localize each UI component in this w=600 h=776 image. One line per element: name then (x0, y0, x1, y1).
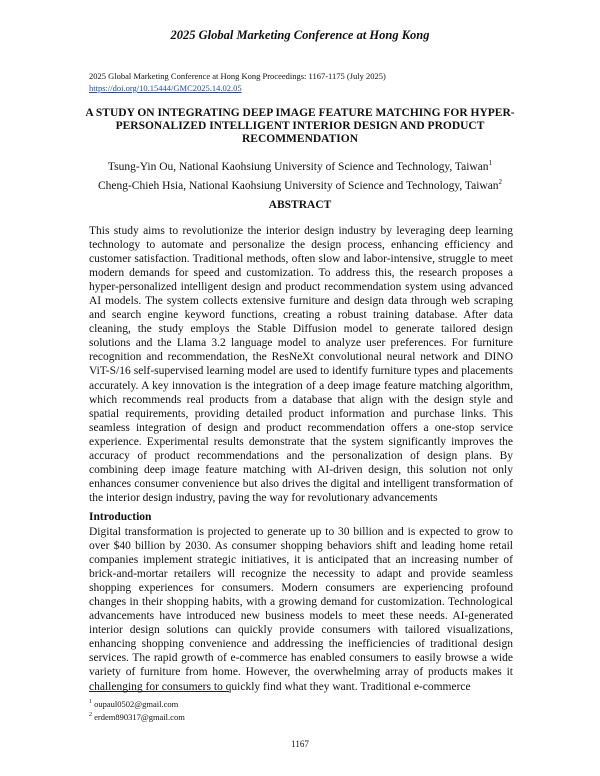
footnote-mark: 2 (498, 177, 503, 186)
footnote-divider (89, 691, 229, 692)
author-2 (60, 175, 540, 194)
footnote-mark: 2 (89, 711, 92, 718)
author-affiliation: Cheng-Chieh Hsia, National Kaohsiung University of Science and Technology, Taiwan (97, 179, 499, 192)
author-affiliation: Tsung-Yin Ou, National Kaohsiung University of Science and Technology, Taiwan (107, 160, 489, 173)
footnote-email: erdem890317@gmail.com (94, 711, 185, 722)
author-1 (60, 156, 540, 175)
introduction-heading: Introduction (89, 511, 152, 523)
footnotes (89, 697, 185, 723)
proceedings-citation: 2025 Global Marketing Conference at Hong Kong Proceedings: 1167-1175 (July 2025) (89, 71, 386, 81)
footnote-email: oupaul0502@gmail.com (94, 698, 179, 709)
footnote-1 (89, 697, 185, 710)
introduction-body: Digital transformation is projected to generate up to 30 billion and is expected to grow to over $40 billion by 2030. As consumer shopping behaviors shift and leading home retail companies implement strategic initiatives, it is anticipated that an increasing number of brick-and-mortar retailers will recognize the necessity to adapt and provide seamless shopping experiences for consumers. Modern consumers are experiencing profound changes in their shopping habits, with a growing demand for customization. Technological advancements have introduced new business models to meet these needs. AI-generated interior design solutions can quickly provide consumers with tailored visualizations, enhancing shopping convenience and addressing the inefficiencies of traditional design services. The rapid growth of e-commerce has enabled consumers to easily browse a wide variety of furniture from home. However, the overwhelming array of products makes it challenging for consumers to quickly find what they want. Traditional e-commerce (89, 526, 513, 693)
footnote-mark: 1 (89, 699, 92, 705)
footnote-2 (89, 710, 185, 723)
abstract-body: This study aims to revolutionize the interior design industry by leveraging deep learning technology to automate and personalize the design process, enhancing efficiency and customer satisfaction. Traditional methods, often slow and labor-intensive, struggle to meet modern demands for speed and customization. To address this, the research proposes a hyper-personalized intelligent design and product recommendation system using advanced AI models. The system collects extensive furniture and design data through web scraping and search engine keyword functions, creating a robust training database. After data cleaning, the study employs the Stable Diffusion model to generate tailored design solutions and the Llama 3.2 language model to analyze user preferences. For furniture recognition and recommendation, the ResNeXt convolutional neural network and DINO ViT-S/16 self-supervised learning model are used to identify furniture types and placements accurately. A key innovation is the integration of a deep image feature matching algorithm, which recommends real products from a database that align with the design style and spatial requirements, providing detailed product information and purchase links. This seamless integration of design and product recommendation offers a one-stop service experience. Experimental results demonstrate that the system significantly improves the accuracy of product recommendations and the personalization of design plans. By combining deep image feature matching with AI-driven design, this solution not only enhances consumer convenience but also drives the digital and intelligent transformation of the interior design industry, paving the way for revolutionary advancements (89, 225, 513, 504)
abstract-heading: ABSTRACT (268, 199, 332, 211)
paper-title: A STUDY ON INTEGRATING DEEP IMAGE FEATURE MATCHING FOR HYPER-PERSONALIZED INTELLIGENT INTERIOR DESIGN AND PRODUCT RECOMMENDATION (85, 107, 515, 145)
doi-link[interactable]: https://doi.org/10.15444/GMC2025.14.02.05 (89, 83, 242, 93)
proceedings-info (89, 70, 386, 94)
running-head: 2025 Global Marketing Conference at Hong Kong (170, 28, 430, 42)
author-list (60, 156, 540, 194)
page-number: 1167 (291, 739, 309, 749)
footnote-mark: 1 (488, 159, 493, 167)
